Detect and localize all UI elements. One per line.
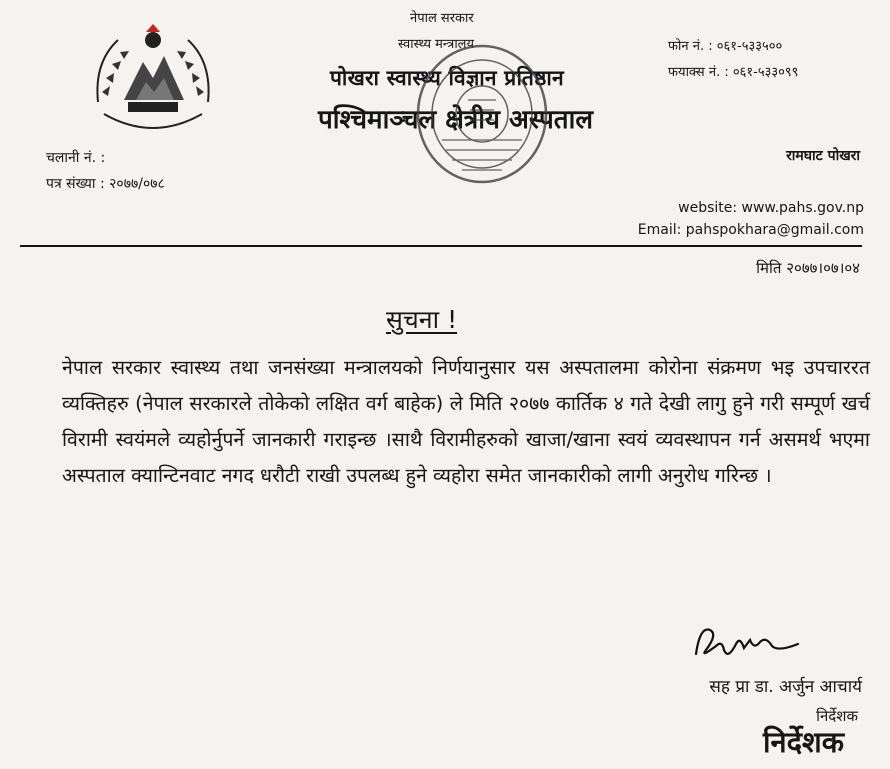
notice-heading: सुचना ! <box>386 305 458 334</box>
institute-name: पोखरा स्वास्थ्य विज्ञान प्रतिष्ठान <box>330 66 564 90</box>
ministry-name: स्वास्थ्य मन्त्रालय <box>398 37 475 52</box>
office-location: रामघाट पोखरा <box>786 148 860 164</box>
website-link[interactable]: website: www.pahs.gov.np <box>678 200 864 216</box>
dispatch-number: चलानी नं. : <box>46 150 106 166</box>
handwritten-signature <box>688 620 808 668</box>
fax-number: फयाक्स नं. : ०६१-५३३०९९ <box>668 65 799 80</box>
office-seal-stamp <box>412 40 552 188</box>
nepal-emblem-icon <box>88 22 218 142</box>
notice-date: मिति २०७७।०७।०४ <box>756 259 860 277</box>
signer-name: सह प्रा डा. अर्जुन आचार्य <box>709 677 862 697</box>
government-name: नेपाल सरकार <box>410 11 474 26</box>
letter-number: पत्र संख्या : २०७७/०७८ <box>46 176 165 192</box>
hospital-name: पश्चिमाञ्चल क्षेत्रीय अस्पताल <box>318 105 593 135</box>
signer-role: निर्देशक <box>816 707 858 725</box>
phone-number: फोन नं. : ०६१-५३३५०० <box>668 39 783 54</box>
email-link[interactable]: Email: pahspokhara@gmail.com <box>637 222 864 238</box>
header-divider <box>20 245 862 247</box>
notice-body: नेपाल सरकार स्वास्थ्य तथा जनसंख्या मन्त्रालयको निर्णयानुसार यस अस्पतालमा कोरोना संक्रमण भइ उपचाररत व्यक्तिहरु (नेपाल सरकारले तोकेको लक्षित वर्ग बाहेक) ले मिति २०७७ कार्तिक ४ गते देखी लागु हुने गरी सम्पूर्ण खर्च विरामी स्वयंमले व्यहोर्नुपर्ने जानकारी गराइन्छ ।साथै विरामीहरुको खाजा/खाना स्वयं व्यवस्थापन गर्न असमर्थ भएमा अस्पताल क्यान्टिनवाट नगद धरौटी राखी उपलब्ध हुने व्यहोरा समेत जानकारीको लागी अनुरोध गरिन्छ । <box>62 356 870 487</box>
signer-title: निर्देशक <box>763 725 844 759</box>
